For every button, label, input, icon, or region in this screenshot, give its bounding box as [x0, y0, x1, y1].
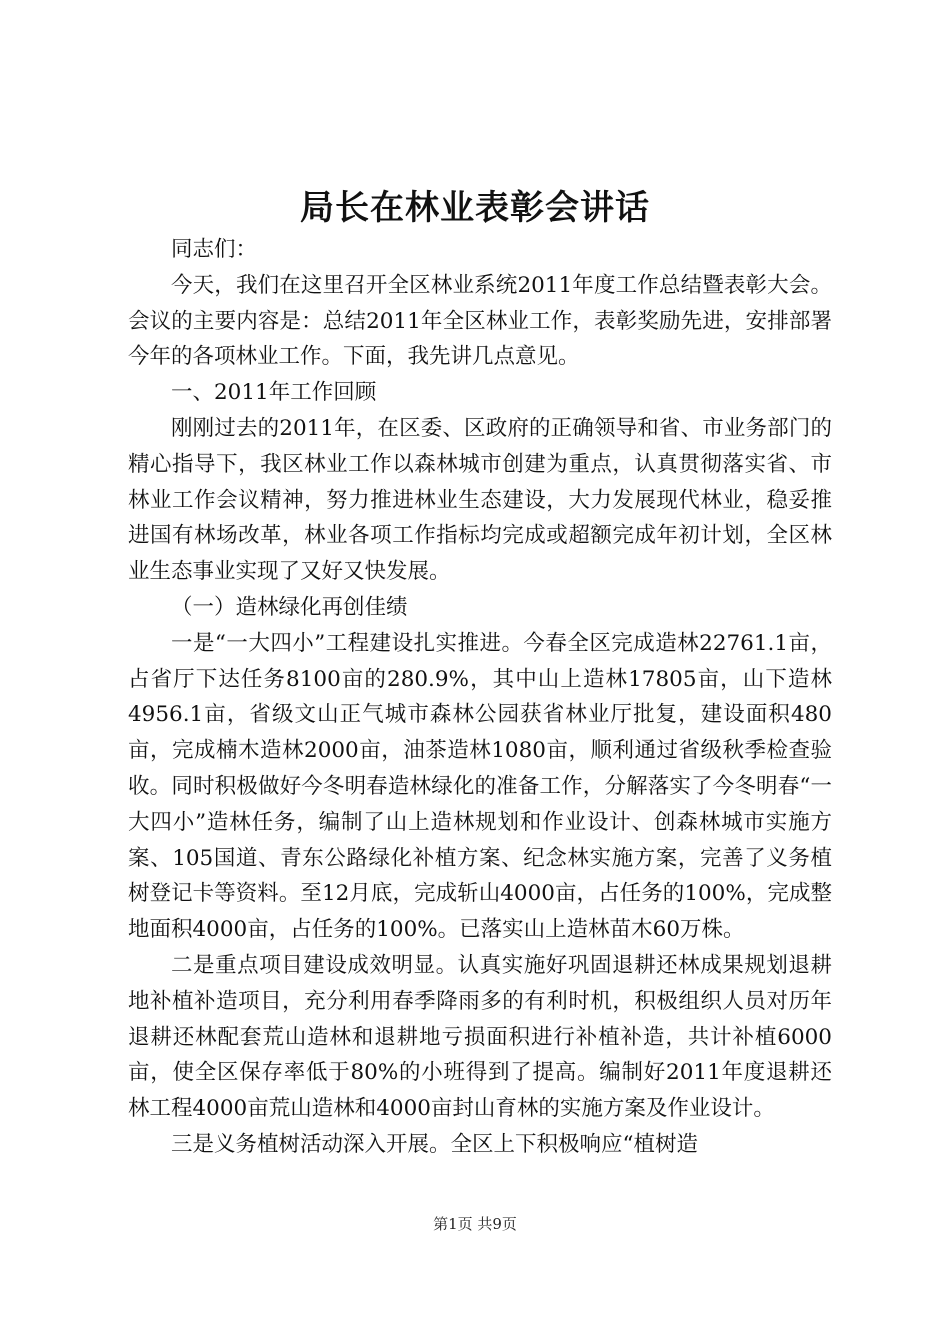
- body-paragraph: 今天，我们在这里召开全区林业系统2011年度工作总结暨表彰大会。会议的主要内容是：总结2011年全区林业工作，表彰奖励先进，安排部署今年的各项林业工作。下面，我先讲几点意见。: [128, 272, 832, 370]
- document-title: 局长在林业表彰会讲话: [300, 188, 650, 228]
- body-paragraph: 二是重点项目建设成效明显。认真实施好巩固退耕还林成果规划退耕地补植补造项目，充分利用春季降雨多的有利时机，积极组织人员对历年退耕还林配套荒山造林和退耕地亏损面积进行补植补造，共计补植6000亩，使全区保存率低于80%的小班得到了提高。编制好2011年度退耕还林工程4000亩荒山造林和4000亩封山育林的实施方案及作业设计。: [128, 952, 832, 1122]
- subsection-heading: （一）造林绿化再创佳绩: [171, 594, 408, 620]
- body-paragraph: 三是义务植树活动深入开展。全区上下积极响应“植树造: [171, 1131, 698, 1157]
- body-paragraph: 刚刚过去的2011年，在区委、区政府的正确领导和省、市业务部门的精心指导下，我区林业工作以森林城市创建为重点，认真贯彻落实省、市林业工作会议精神，努力推进林业生态建设，大力发展现代林业，稳妥推进国有林场改革，林业各项工作指标均完成或超额完成年初计划，全区林业生态事业实现了又好又快发展。: [128, 415, 832, 585]
- section-heading: 一、2011年工作回顾: [171, 380, 377, 406]
- body-paragraph: 一是“一大四小”工程建设扎实推进。今春全区完成造林22761.1亩，占省厅下达任务8100亩的280.9%，其中山上造林17805亩，山下造林4956.1亩，省级文山正气城市森林公园获省林业厅批复，建设面积480亩，完成楠木造林2000亩，油茶造林1080亩，顺利通过省级秋季检查验收。同时积极做好今冬明春造林绿化的准备工作，分解落实了今冬明春“一大四小”造林任务，编制了山上造林规划和作业设计、创森林城市实施方案、105国道、青东公路绿化补植方案、纪念林实施方案，完善了义务植树登记卡等资料。至12月底，完成斩山4000亩，占任务的100%，完成整地面积4000亩，占任务的100%。已落实山上造林苗木60万株。: [128, 630, 832, 943]
- document-body: [128, 232, 832, 1163]
- page-footer: 第1页 共9页: [433, 1215, 517, 1233]
- salutation-paragraph: 同志们：: [171, 237, 258, 262]
